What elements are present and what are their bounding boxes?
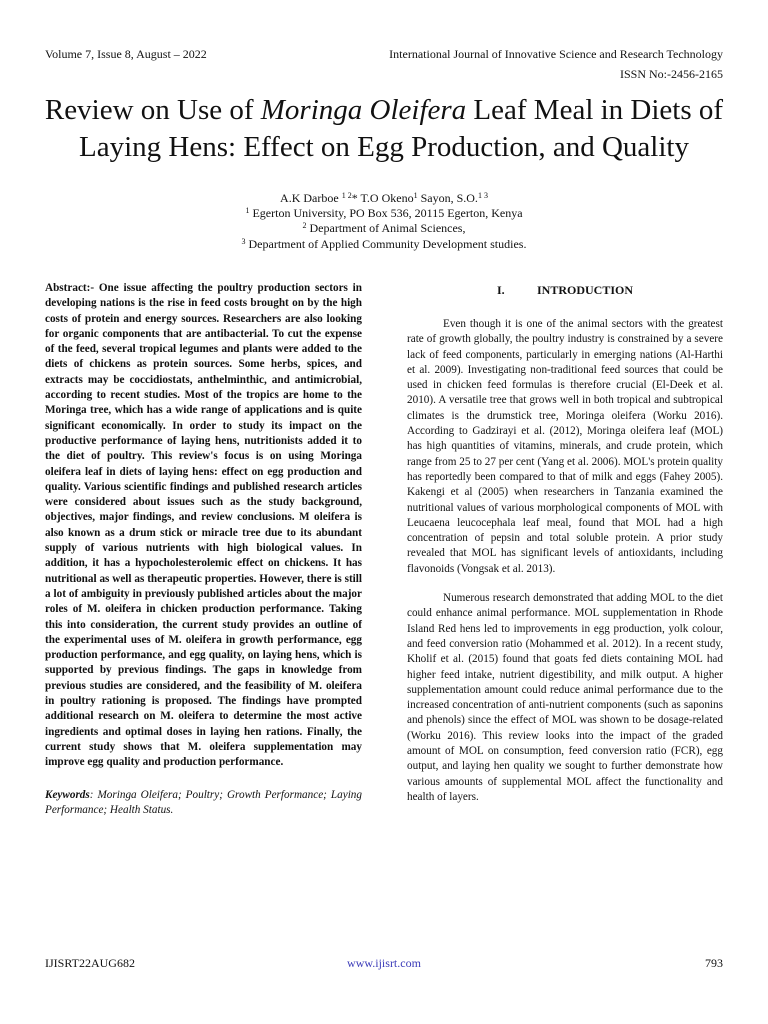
author-1-sup: 1 2	[341, 191, 352, 200]
keywords	[45, 788, 362, 819]
footer-page-number: 793	[705, 956, 723, 970]
section-number: I.	[496, 283, 505, 297]
section-title: INTRODUCTION	[536, 283, 633, 297]
affiliation-3-text: Department of Applied Community Development studies.	[245, 236, 527, 251]
left-column	[45, 281, 362, 818]
affiliation-3	[0, 237, 768, 252]
author-3-name: Sayon, S.O.	[417, 191, 478, 205]
affiliation-3-sup: 3	[241, 236, 246, 246]
intro-paragraph-1: Even though it is one of the animal sectors with the greatest rate of growth globally, the poultry industry is constrained by a severe lack of feed components, particularly in emerging nations (Al-Harthi et al. 2009). Investigating non-traditional feed sources that could be used in chicken feed formulas is therefore crucial (El-Deek et al. 2010). A versatile tree that grows well in both tropical and subtropical climates is the drumstick tree, Moringa oleifera (Worku 2016). According to Gadzirayi et al. (2012), Moringa oleifera leaf (MOL) has high quantities of vitamins, minerals, and crude protein, which range from 25 to 27 per cent (Yang et al. 2006). MOL's protein quality has reportedly been compared to that of milk and eggs (Fahey 2005). Kakengi et al (2005) when researchers in Tanzania examined the nutritional values of various morphological components of MOL with Leucaena leucocephala leaf meal, found that MOL had a high concentration of pepsin and total soluble protein. A prior study revealed that MOL has significant levels of antioxidants, including flavonoids (Vongsak et al. 2013).	[407, 318, 723, 575]
affiliation-1-sup: 1	[245, 206, 250, 216]
title-part1: Review on Use of	[44, 94, 261, 126]
author-3-sup: 1 3	[477, 191, 488, 200]
affiliation-1-text: Egerton University, PO Box 536, 20115 Egerton, Kenya	[249, 206, 523, 221]
affiliation-1	[0, 206, 768, 221]
affiliation-2-text: Department of Animal Sciences,	[306, 221, 466, 236]
title-part2: Leaf Meal in Diets of Laying Hens: Effect on Egg Production, and Quality	[79, 94, 724, 163]
affiliation-2	[0, 221, 768, 236]
section-heading	[407, 283, 723, 298]
journal-issn: ISSN No:-2456-2165	[619, 67, 723, 81]
journal-name: International Journal of Innovative Science and Research Technology	[389, 47, 723, 61]
abstract: Abstract:- One issue affecting the poultry production sectors in developing nations is the rise in feed costs brought on by the high costs of protein and energy sources. Researchers are also looking for organic components that are antibacterial. To cut the expense of the feed, several tropical legumes and plants were added to the diets of chickens as protein sources. Some herbs, spices, and extracts may be coccidiostats, anthelminthic, and antimicrobial, according to recent studies. Most of the tropics are home to the Moringa tree, which has a wide range of applications and is quite significant economically. In order to study its impact on the productive performance of laying hens, nutritionists added it to the diet of poultry. This review's focus is on using Moringa oleifera leaf in diets of laying hens: effect on egg production and quality. Various scientific findings and published research articles were considered about issues such as the study background, objectives, major findings, and review conclusions. M oleifera is also known as a drum stick or miracle tree due to its abundant supply of various nutrients with high biological values. In addition, it has a hypocholesterolemic effect on chickens. It has nutritional as well as therapeutic properties. However, there is still a lot of ambiguity in previously published articles about the major roles of M. oleifera in chicken production performance. Taking this into consideration, the current study provides an outline of the experimental uses of M. oleifera in growth performance, egg production performance, and egg quality, on laying hens, which is supported by previous findings. The gaps in knowledge from previous studies are considered, and the feasibility of M. oleifera in poultry rationing is proposed. The findings have prompted additional research on M. oleifera to determine the most active ingredients and optimal doses in laying hen rations. Finally, the current study shows that M. oleifera supplementation may improve egg quality and production performance.	[45, 282, 362, 769]
keywords-text: : Moringa Oleifera; Poultry; Growth Performance; Laying Performance; Health Status.	[45, 788, 362, 816]
intro-paragraph-2: Numerous research demonstrated that adding MOL to the diet could enhance animal performance. MOL supplementation in Rhode Island Red hens led to improvements in egg production, yolk colour, and feed conversion ratio (Mohammed et al. 2012). In a recent study, Kholif et al. (2015) found that goats fed diets containing MOL had higher feed intake, nutrient digestibility, and milk output. A higher supplementation amount could reduce animal performance due to the increased concentration of anti-nutrient components (such as saponins and phenols) since the effect of MOL was shown to be dosage-related (Worku 2016). This review looks into the impact of the graded amount of MOL on consumption, feed conversion ratio (FCR), egg output, and laying hen quality we sought to further demonstrate how various amounts of supplemental MOL affect the functionality and health of layers.	[407, 592, 723, 803]
affiliation-2-sup: 2	[302, 221, 307, 231]
author-2-name: * T.O Okeno	[351, 191, 414, 205]
author-line	[0, 191, 768, 206]
author-2-sup: 1	[413, 191, 418, 200]
title-italic: Moringa Oleifera	[260, 94, 467, 126]
paper-title	[30, 92, 738, 166]
footer-article-code: IJISRT22AUG682	[45, 956, 135, 970]
keywords-label: Keywords	[45, 788, 90, 801]
journal-volume: Volume 7, Issue 8, August – 2022	[45, 47, 207, 61]
author-1-name: A.K Darboe	[280, 191, 342, 205]
right-column	[407, 281, 723, 805]
footer-url-link[interactable]: www.ijisrt.com	[347, 956, 421, 970]
author-block	[0, 191, 768, 252]
